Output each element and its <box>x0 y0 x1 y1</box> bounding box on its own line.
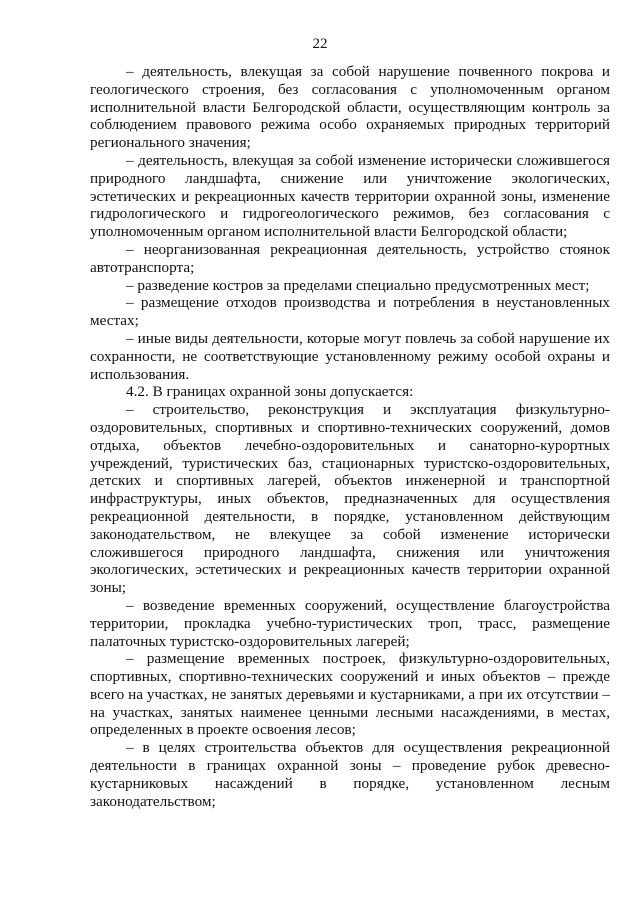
document-body <box>90 63 610 810</box>
paragraph-soil-restriction: – деятельность, влекущая за собой нарушение почвенного покрова и геологического строения, без согласования с уполномоченным органом исполнительной власти Белгородской области, осуществляющим контроль за соблюдением правового режима особо охраняемых природных территорий регионального значения; <box>90 63 610 152</box>
paragraph-waste-restriction: – размещение отходов производства и потребления в неустановленных местах; <box>90 294 610 330</box>
paragraph-temporary-buildings-allowed: – размещение временных построек, физкультурно-оздоровительных, спортивных, спортивно-технических сооружений и иных объектов – прежде всего на участках, не занятых деревьями и кустарниками, а при их отсутствии – на участках, занятых наименее ценными лесными насаждениями, в местах, определенных в проекте освоения лесов; <box>90 650 610 739</box>
paragraph-bonfire-restriction: – разведение костров за пределами специально предусмотренных мест; <box>126 276 590 294</box>
paragraph-other-restriction: – иные виды деятельности, которые могут повлечь за собой нарушение их сохранности, не соответствующие установленному режиму особой охраны и использования. <box>90 329 610 383</box>
paragraph-temporary-structures-allowed: – возведение временных сооружений, осуществление благоустройства территории, прокладка учебно-туристических троп, трасс, размещение палаточных туристско-оздоровительных лагерей; <box>90 596 610 650</box>
paragraph-construction-allowed: – строительство, реконструкция и эксплуатация физкультурно-оздоровительных, спортивных и спортивно-технических сооружений, домов отдыха, объектов лечебно-оздоровительных и санаторно-курортных учреждений, туристических баз, стационарных туристско-оздоровительных, детских и спортивных лагерей, объектов инженерной и транспортной инфраструктуры, иных объектов, предназначенных для осуществления рекреационной деятельности, в порядке, установленном действующим законодательством, не влекущее за собой изменение исторически сложившегося природного ландшафта, снижения или уничтожения экологических, эстетических и рекреационных качеств территории охранной зоны; <box>90 401 610 597</box>
page-number: 22 <box>312 36 328 52</box>
section-heading-4-2: 4.2. В границах охранной зоны допускается: <box>126 383 414 401</box>
paragraph-recreation-restriction: – неорганизованная рекреационная деятельность, устройство стоянок автотранспорта; <box>90 240 610 276</box>
paragraph-landscape-restriction: – деятельность, влекущая за собой изменение исторически сложившегося природного ландшафта, снижение или уничтожение экологических, эстетических и рекреационных качеств территории охранной зоны, изменение гидрологического и гидрогеологического режимов, без согласования с уполномоченным органом исполнительной власти Белгородской области; <box>90 151 610 241</box>
paragraph-tree-cutting-allowed: – в целях строительства объектов для осуществления рекреационной деятельности в границах охранной зоны – проведение рубок древесно-кустарниковых насаждений в порядке, установленном лесным законодательством; <box>90 739 610 810</box>
